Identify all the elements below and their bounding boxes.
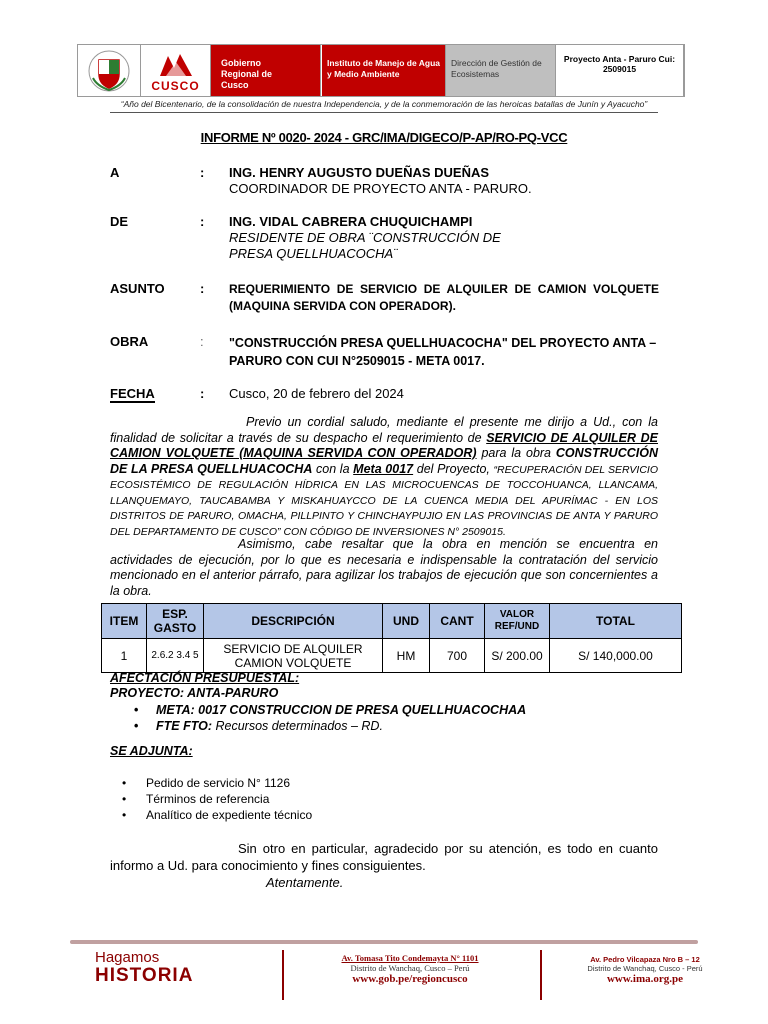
p1-text: Previo un cordial saludo, mediante el presente me dirijo a Ud., con la finalidad de solicitar a través de su despacho el requerimiento de <box>110 415 658 445</box>
cell-cant: 700 <box>430 639 485 673</box>
bullet-icon: • <box>122 792 127 806</box>
document-title: INFORME Nº 0020- 2024 - GRC/IMA/DIGECO/P-AP/RO-PQ-VCC <box>200 130 568 145</box>
afectacion-fte-label: FTE FTO: <box>156 719 213 733</box>
date: Cusco, 20 de febrero del 2024 <box>229 386 404 401</box>
footer-address-ima <box>560 955 730 985</box>
subject: REQUERIMIENTO DE SERVICIO DE ALQUILER DE CAMION VOLQUETE (MAQUINA SERVIDA CON OPERADOR). <box>229 282 659 313</box>
header-divider <box>110 112 658 113</box>
footer-address-gore <box>300 953 520 985</box>
col-descripcion: DESCRIPCIÓN <box>204 604 383 639</box>
bullet-icon: • <box>122 776 127 790</box>
website-link[interactable]: www.gob.pe/regioncusco <box>352 973 468 985</box>
afectacion-meta: META: 0017 CONSTRUCCION DE PRESA QUELLHUACOCHAA <box>156 703 527 717</box>
field-fecha-label: FECHA <box>110 386 155 401</box>
cell-valor: S/ 200.00 <box>485 639 550 673</box>
sender-block <box>229 214 659 262</box>
colon: : <box>200 281 205 296</box>
brand-line-1: Hagamos <box>95 949 160 966</box>
proyecto-label: Proyecto Anta - Paruro Cui: 2509015 <box>556 45 684 96</box>
requirement-table <box>101 603 682 673</box>
list-item-label: Pedido de servicio N° 1126 <box>146 776 290 790</box>
col-valor: VALOR REF/UND <box>485 604 550 639</box>
table-header-row <box>102 604 682 639</box>
bullet-icon: • <box>134 703 139 717</box>
list-item-label: Términos de referencia <box>146 792 270 806</box>
instituto-label: Instituto de Manejo de Agua y Medio Ambiente <box>321 45 446 96</box>
shield-icon <box>87 48 131 94</box>
sender-name: ING. VIDAL CABRERA CHUQUICHAMPI <box>229 214 473 229</box>
p1-meta: Meta 0017 <box>353 461 414 476</box>
recipient-block <box>229 165 659 197</box>
p1-obra: CONSTRUCCIÓN DE LA PRESA QUELLHUACOCHA <box>110 446 658 476</box>
table-row <box>102 639 682 673</box>
footer-divider <box>70 940 698 944</box>
cell-esp-gasto: 2.6.2 3.4 5 <box>147 639 204 673</box>
col-cant: CANT <box>430 604 485 639</box>
adjunta-title: SE ADJUNTA: <box>110 744 193 758</box>
col-item: ITEM <box>102 604 147 639</box>
footer-separator <box>540 950 542 1000</box>
field-obra-label: OBRA <box>110 334 149 349</box>
p1-text: del Proyecto, <box>413 461 494 476</box>
recipient-name: ING. HENRY AUGUSTO DUEÑAS DUEÑAS <box>229 165 490 180</box>
brand-line-2: HISTORIA <box>95 965 194 986</box>
list-item <box>122 807 312 823</box>
field-a-label: A <box>110 165 120 180</box>
afectacion-meta-item <box>134 703 526 717</box>
cell-und: HM <box>383 639 430 673</box>
bullet-icon: • <box>122 808 127 822</box>
colon: : <box>200 214 205 229</box>
col-und: UND <box>383 604 430 639</box>
colon: : <box>200 334 204 349</box>
letterhead <box>77 44 685 97</box>
afectacion-title: AFECTACIÓN PRESUPUESTAL: <box>110 671 300 685</box>
address-line-1: Av. Pedro Vilcapaza Nro B – 12 <box>590 955 700 964</box>
afectacion-proyecto: PROYECTO: ANTA-PARURO <box>110 686 279 700</box>
recipient-role: COORDINADOR DE PROYECTO ANTA - PARURO. <box>229 181 532 196</box>
p1-text: para la obra <box>476 446 556 460</box>
p1-text: con la <box>312 461 354 476</box>
gobierno-regional-label: Gobierno Regional de Cusco <box>211 45 321 96</box>
bullet-icon: • <box>134 719 139 733</box>
adjunta-list <box>122 775 312 823</box>
address-line-1: Av. Tomasa Tito Condemayta N° 1101 <box>341 953 479 963</box>
cell-total: S/ 140,000.00 <box>550 639 682 673</box>
hagamos-historia-logo <box>95 950 193 986</box>
footer-separator <box>282 950 284 1000</box>
direccion-label: Dirección de Gestión de Ecosistemas <box>446 45 556 96</box>
cusco-label: CUSCO <box>151 78 200 93</box>
afectacion-fte-item <box>134 719 383 733</box>
field-asunto-label: ASUNTO <box>110 281 165 296</box>
list-item-label: Analítico de expediente técnico <box>146 808 313 822</box>
body-paragraph-2: Asimismo, cabe resaltar que la obra en mención se encuentra en actividades de ejecución, por lo que es necesaria e indispensable la contratación del servicio mencionado en el anterior párrafo, para agilizar los trabajos de ejecución que son concernientes a la obra. <box>110 537 658 598</box>
obra-name: "CONSTRUCCIÓN PRESA QUELLHUACOCHA" DEL PROYECTO ANTA – PARURO CON CUI N°2509015 - META 0017. <box>229 336 657 368</box>
p1-service: SERVICIO DE ALQUILER DE CAMION VOLQUETE (MAQUINA SERVIDA CON OPERADOR) <box>110 430 658 460</box>
website-link[interactable]: www.ima.org.pe <box>606 973 684 985</box>
afectacion-fte-value: Recursos determinados – RD. <box>212 719 383 733</box>
list-item <box>122 775 312 791</box>
year-motto: “Año del Bicentenario, de la consolidación de nuestra Independencia, y de la conmemoración de las heroicas batallas de Junín y Ayacucho” <box>120 99 648 109</box>
closing-atentamente: Atentamente. <box>266 875 344 890</box>
address-line-2: Distrito de Wanchaq, Cusco – Perú <box>350 963 470 973</box>
p1-project-name: “RECUPERACIÓN DEL SERVICIO ECOSISTÉMICO DE REGULACIÓN HÍDRICA EN LAS MICROCUENCAS DE TOCCOHUANCA, LLANCAMA, LLANQUEMAYO, TAUCABAMBA Y MISKAHUAYCCO DE LA CUENCA MEDIA DEL APURÍMAC - EN LOS DISTRITOS DE PARURO, OMACHA, PILLPINTO Y CHINCHAYPUJIO EN LAS PROVINCIAS DE ANTA Y PARURO DEL DEPARTAMENTO DE CUSCO” CON CÓDIGO DE INVERSIONES N° 2509015. <box>110 463 658 538</box>
field-de-label: DE <box>110 214 129 229</box>
cell-item: 1 <box>102 639 147 673</box>
closing-paragraph: Sin otro en particular, agradecido por su atención, es todo en cuanto informo a Ud. para conocimiento y fines consiguientes. <box>110 841 658 873</box>
address-line-2: Distrito de Wanchaq, Cusco - Perú <box>587 964 703 973</box>
sender-role: RESIDENTE DE OBRA ¨CONSTRUCCIÓN DE PRESA QUELLHUACOCHA¨ <box>229 230 501 261</box>
list-item <box>122 791 312 807</box>
cusco-emblem-icon <box>156 50 196 80</box>
colon: : <box>200 386 205 401</box>
body-paragraph-1 <box>110 415 658 539</box>
cusco-logo <box>141 45 211 96</box>
col-esp-gasto: ESP. GASTO <box>147 604 204 639</box>
cell-descripcion: SERVICIO DE ALQUILER CAMION VOLQUETE <box>204 639 383 673</box>
peru-coat-of-arms <box>78 45 141 96</box>
colon: : <box>200 165 205 180</box>
col-total: TOTAL <box>550 604 682 639</box>
